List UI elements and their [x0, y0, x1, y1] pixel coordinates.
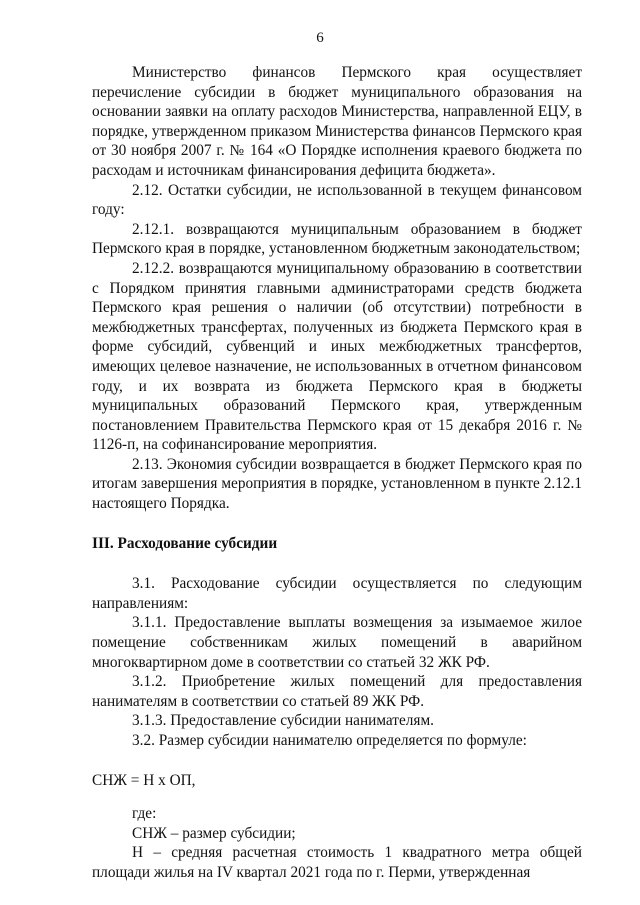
paragraph-3-1-2: 3.1.2. Приобретение жилых помещений для предоставления нанимателям в соответствии со статьей 89 ЖК РФ.	[92, 673, 582, 710]
formula: СНЖ = Н х ОП,	[92, 771, 196, 789]
section-heading: III. Расходование субсидии	[92, 534, 278, 552]
document-body	[92, 63, 582, 883]
page-number: 6	[316, 30, 324, 46]
paragraph-3-1-1: 3.1.1. Предоставление выплаты возмещения за изымаемое жилое помещение собственникам жилых помещений в аварийном многоквартирном доме в соответствии со статьей 32 ЖК РФ.	[92, 614, 582, 671]
where-label: где:	[132, 805, 157, 823]
paragraph-2-12-1: 2.12.1. возвращаются муниципальным образованием в бюджет Пермского края в порядке, установленном бюджетным законодательством;	[92, 220, 582, 258]
definition-n: Н – средняя расчетная стоимость 1 квадратного метра общей площади жилья на IV квартал 2021 года по г. Перми, утвержденная	[92, 844, 582, 881]
paragraph-2-12: 2.12. Остатки субсидии, не использованной в текущем финансовом году:	[92, 181, 582, 219]
paragraph-3-1-3: 3.1.3. Предоставление субсидии нанимателям.	[132, 712, 434, 730]
paragraph-3-2: 3.2. Размер субсидии нанимателю определяется по формуле:	[132, 732, 527, 749]
paragraph-2-12-2: 2.12.2. возвращаются муниципальному образованию в соответствии с Порядком принятия главными администраторами средств бюджета Пермского края решения о наличии (об отсутствии) потребности в межбюджетных трансфертах, полученных из бюджета Пермского края в форме субсидий, субвенций и иных межбюджетных трансфертов, имеющих целевое назначение, не использованных в отчетном финансовом году, и их возврата из бюджета Пермского края в бюджеты муниципальных образований Пермского края, утвержденным постановлением Правительства Пермского края от 15 декабря 2016 г. № 1126-п, на софинансирование мероприятия.	[92, 259, 582, 454]
paragraph-2-13: 2.13. Экономия субсидии возвращается в бюджет Пермского края по итогам завершения мероприятия в порядке, установленном в пункте 2.12.1 настоящего Порядка.	[92, 455, 582, 513]
paragraph-transfer: Министерство финансов Пермского края осуществляет перечисление субсидии в бюджет муниципального образования на основании заявки на оплату расходов Министерства, направленной ЕЦУ, в порядке, утвержденном приказом Министерства финансов Пермского края от 30 ноября 2007 г. № 164 «О Порядке исполнения краевого бюджета по расходам и источникам финансирования дефицита бюджета».	[92, 64, 582, 179]
definition-snzh: СНЖ – размер субсидии;	[132, 824, 296, 842]
paragraph-3-1: 3.1. Расходование субсидии осуществляется по следующим направлениям:	[92, 575, 582, 612]
